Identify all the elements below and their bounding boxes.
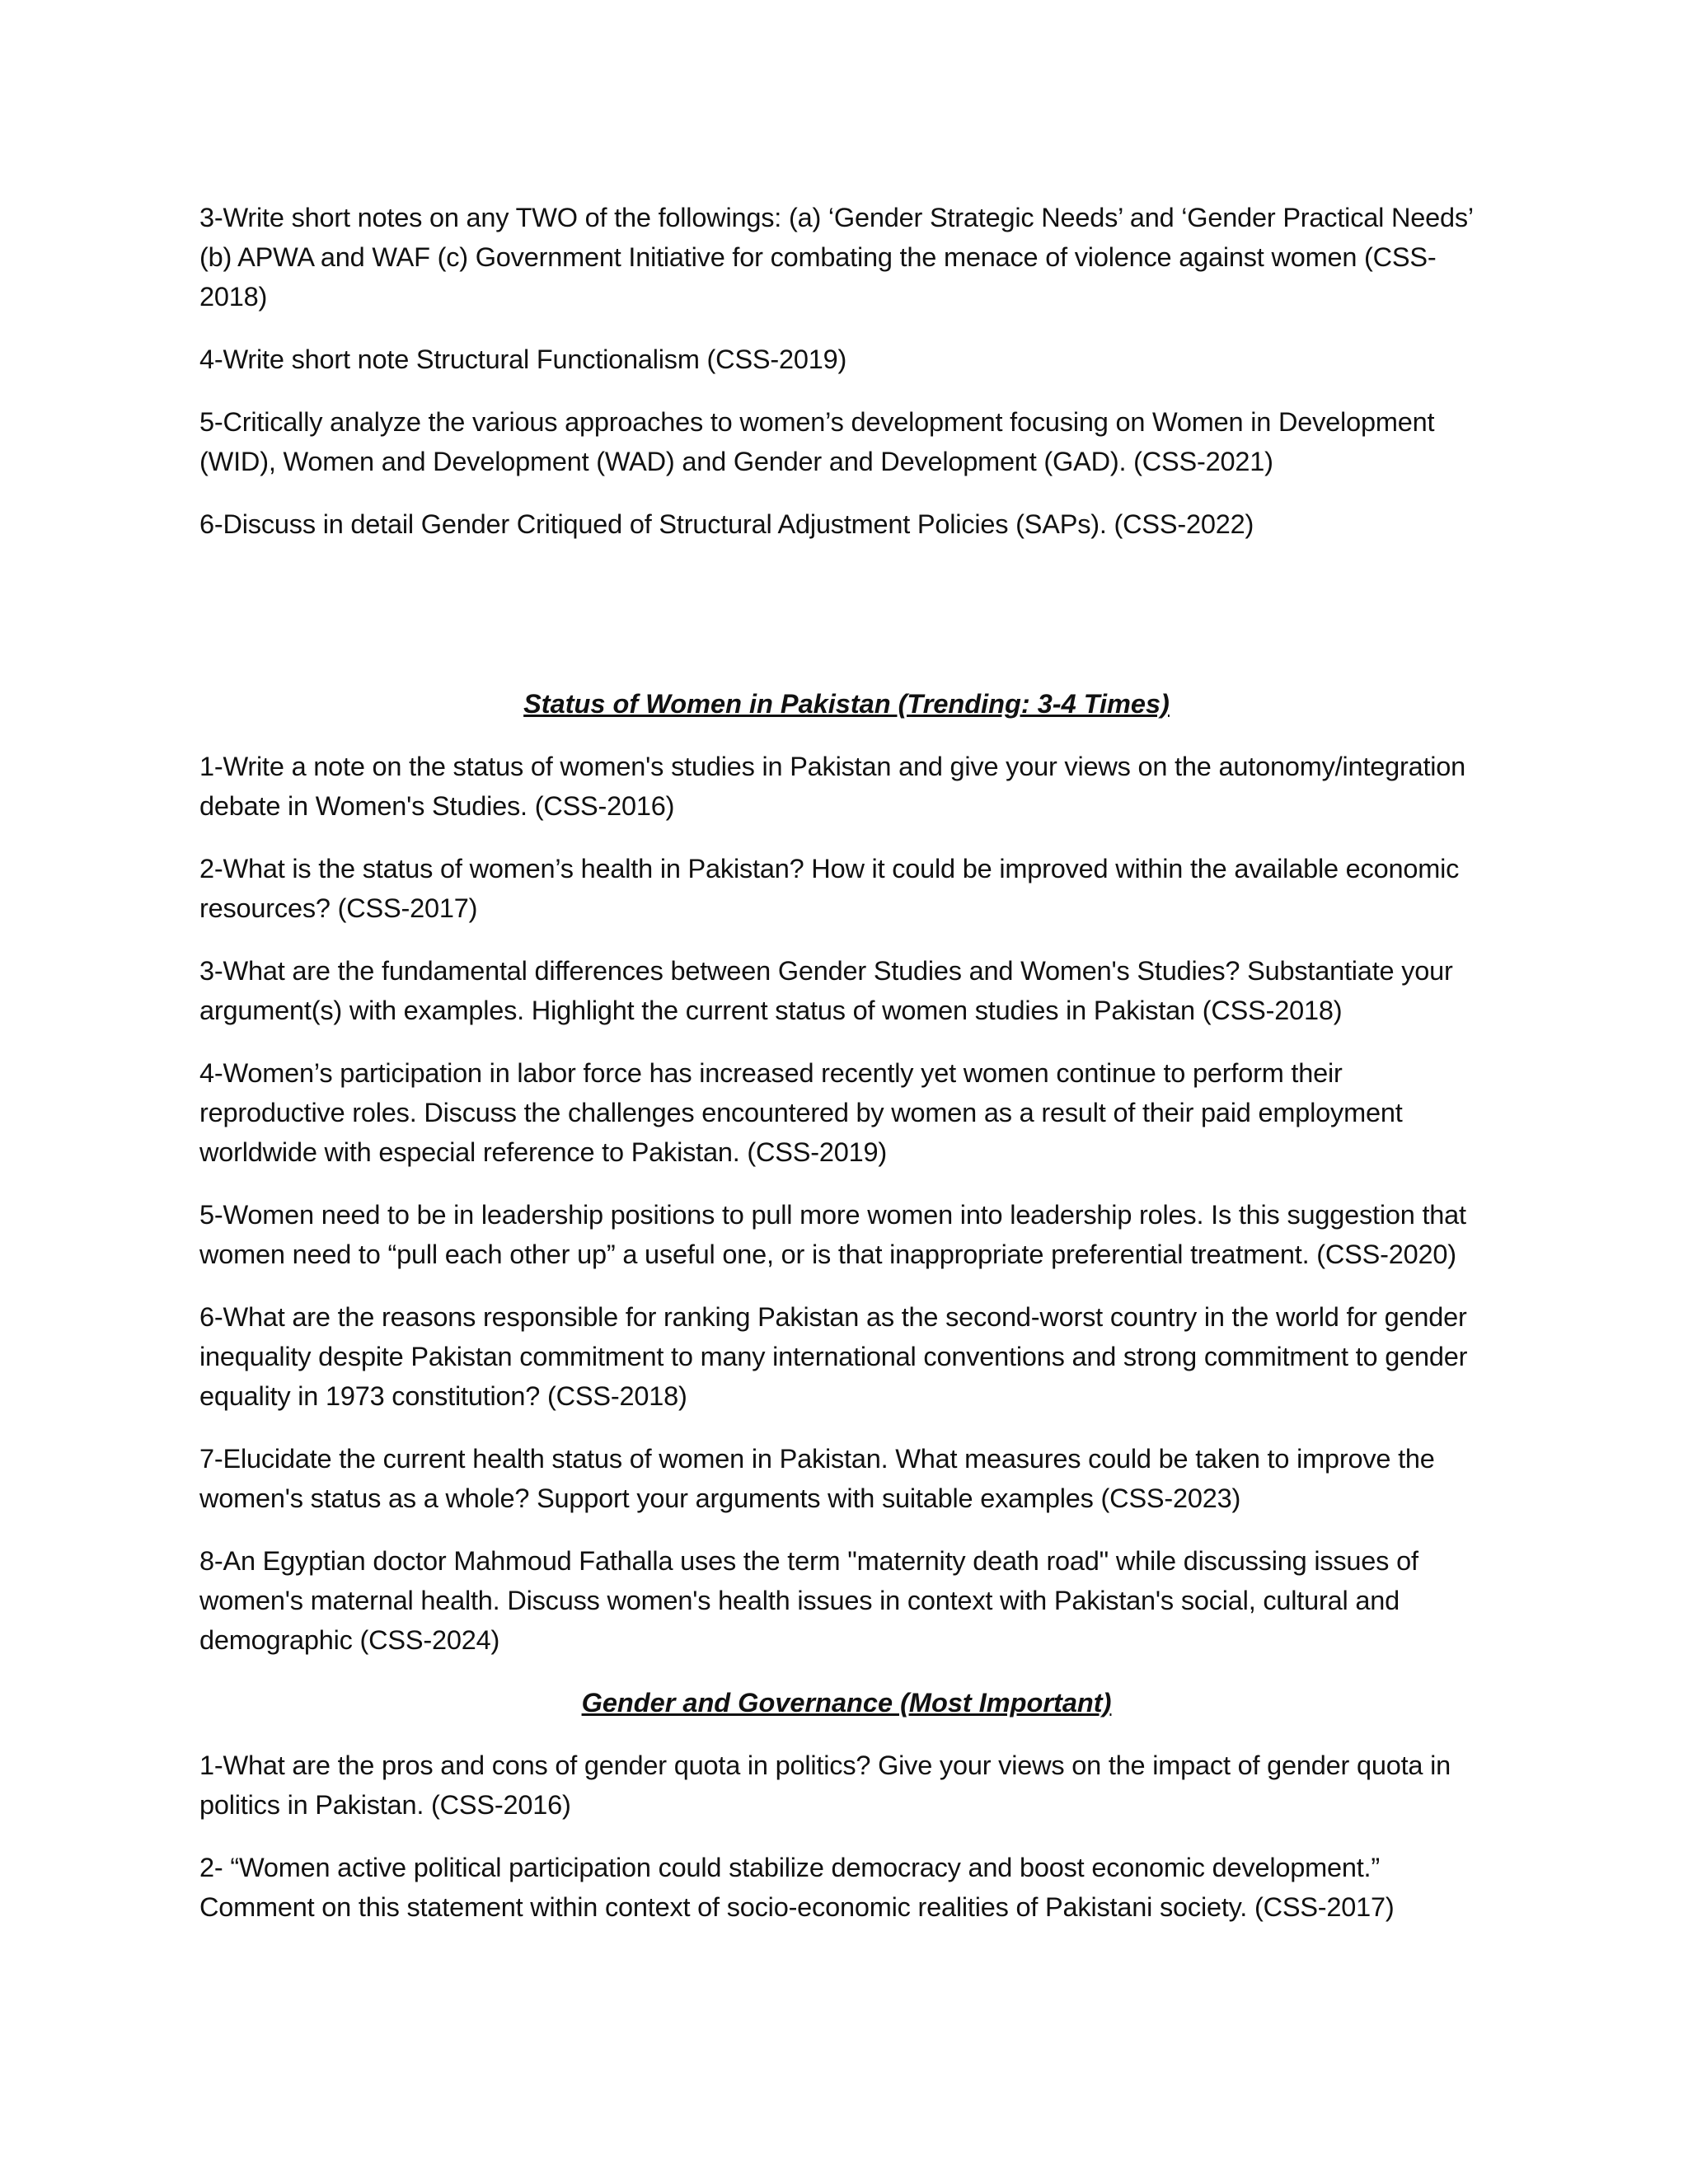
question-item: 2-What is the status of women’s health in Pakistan? How it could be improved within the available economic resources? (CSS-2017)	[199, 854, 1460, 923]
question-item: 5-Critically analyze the various approaches to women’s development focusing on Women in Development (WID), Women and Development (WAD) and Gender and Development (GAD). (CSS-2021)	[199, 407, 1435, 476]
question-item: 8-An Egyptian doctor Mahmoud Fathalla uses the term "maternity death road" while discussing issues of women's maternal health. Discuss women's health issues in context with Pakistan's social, cultural and demographic (CSS-2024)	[199, 1546, 1418, 1655]
question-item: 3-Write short notes on any TWO of the followings: (a) ‘Gender Strategic Needs’ and ‘Gender Practical Needs’ (b) APWA and WAF (c) Government Initiative for combating the menace of violence against women (CSS-2018)	[199, 203, 1473, 312]
section-spacer	[199, 567, 1493, 684]
question-item: 7-Elucidate the current health status of women in Pakistan. What measures could be taken to improve the women's status as a whole? Support your arguments with suitable examples (CSS-2023)	[199, 1444, 1435, 1513]
question-item: 1-What are the pros and cons of gender quota in politics? Give your views on the impact of gender quota in politics in Pakistan. (CSS-2016)	[199, 1750, 1451, 1820]
section-heading-status: Status of Women in Pakistan (Trending: 3-4 Times)	[523, 689, 1170, 719]
question-item: 4-Women’s participation in labor force has increased recently yet women continue to perform their reproductive roles. Discuss the challenges encountered by women as a result of their paid employment worldwide with especial reference to Pakistan. (CSS-2019)	[199, 1058, 1403, 1167]
question-item: 6-Discuss in detail Gender Critiqued of Structural Adjustment Policies (SAPs). (CSS-2022)	[199, 509, 1254, 539]
section-heading-governance: Gender and Governance (Most Important)	[581, 1688, 1112, 1718]
question-item: 6-What are the reasons responsible for ranking Pakistan as the second-worst country in the world for gender inequality despite Pakistan commitment to many international conventions and strong commitment to gender equality in 1973 constitution? (CSS-2018)	[199, 1302, 1468, 1411]
question-item: 2- “Women active political participation could stabilize democracy and boost economic development.” Comment on this statement within context of socio-economic realities of Pakistani society. (CSS-2017)	[199, 1853, 1395, 1922]
document-body	[199, 198, 1493, 1950]
question-item: 1-Write a note on the status of women's studies in Pakistan and give your views on the autonomy/integration debate in Women's Studies. (CSS-2016)	[199, 752, 1466, 821]
question-item: 5-Women need to be in leadership positions to pull more women into leadership roles. Is this suggestion that women need to “pull each other up” a useful one, or is that inappropriate preferential treatment. (CSS-2020)	[199, 1200, 1466, 1269]
question-item: 3-What are the fundamental differences between Gender Studies and Women's Studies? Substantiate your argument(s) with examples. Highlight the current status of women studies in Pakistan (CSS-2018)	[199, 956, 1453, 1025]
question-item: 4-Write short note Structural Functionalism (CSS-2019)	[199, 344, 847, 374]
